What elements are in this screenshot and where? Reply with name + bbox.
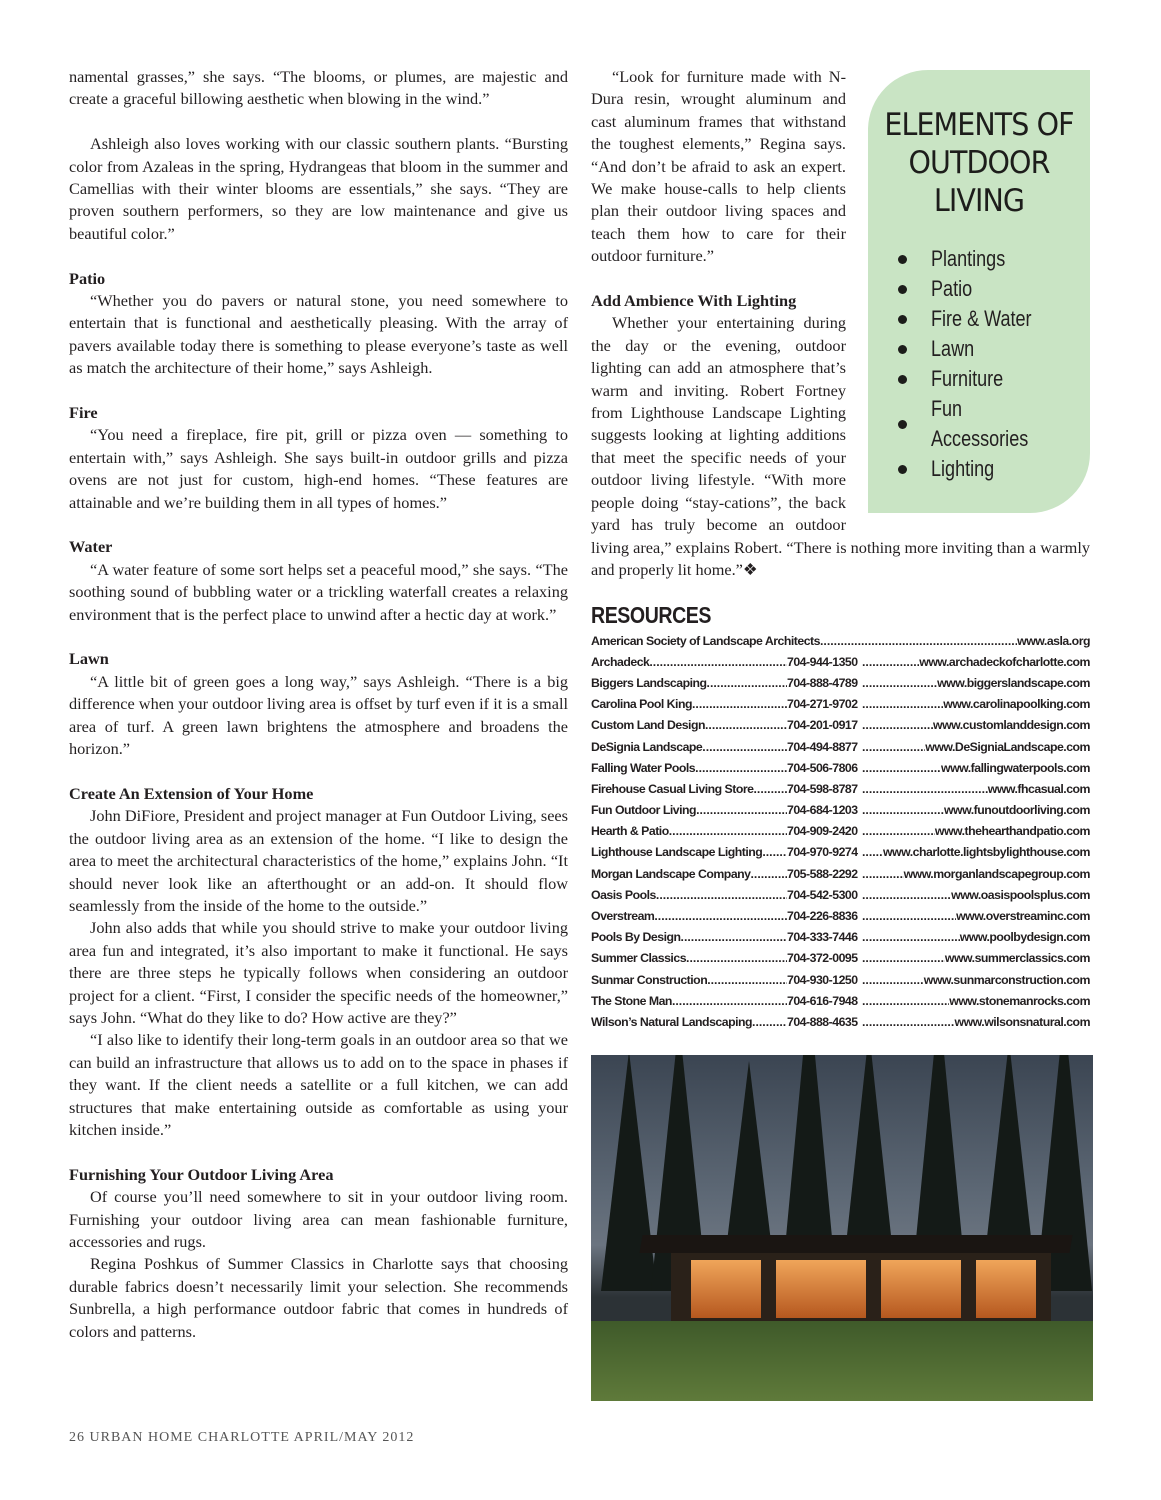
sidebar-item [898, 244, 1090, 274]
bullet-icon [898, 285, 907, 294]
resource-name: American Society of Landscape Architects [591, 633, 820, 648]
sidebar-item [898, 334, 1090, 364]
resource-row [591, 990, 1090, 1011]
sidebar-item-label: Fire & Water [931, 306, 1032, 331]
sidebar-title: ELEMENTS OF OUTDOOR LIVING [884, 107, 1074, 219]
resource-url[interactable]: www.fallingwaterpools.com [941, 760, 1090, 775]
left-article-column [69, 66, 568, 1343]
resource-url[interactable]: www.morganlandscapegroup.com [903, 866, 1090, 881]
resource-name: Archadeck [591, 654, 650, 669]
article-section [69, 268, 568, 380]
resource-row [591, 1011, 1090, 1032]
right-article-column [591, 66, 1090, 581]
resource-name: Carolina Pool King [591, 697, 692, 712]
resource-row [591, 778, 1090, 799]
article-section [69, 402, 568, 514]
resource-row [591, 927, 1090, 948]
resource-name: Hearth & Patio [591, 824, 669, 839]
paragraph: “You need a fireplace, fire pit, grill or pizza oven — something to entertain with,” says Ashleigh. She says built-in outdoor grills and pizza ovens are not just for custom, high-end homes. “These features are attainable and we’re building them in all types of homes.” [69, 425, 568, 512]
article-section [69, 66, 568, 111]
resource-row [591, 736, 1090, 757]
sidebar-item-label: Plantings [931, 246, 1006, 271]
resource-url[interactable]: www.customlanddesign.com [933, 718, 1090, 733]
lighting-heading: Add Ambience With Lighting [591, 291, 797, 311]
resource-phone: 704-888-4789 [787, 675, 858, 690]
resource-phone: 704-201-0917 [787, 718, 858, 733]
resource-name: Firehouse Casual Living Store [591, 781, 754, 796]
sidebar-item [898, 304, 1090, 334]
resource-name: Oasis Pools [591, 887, 656, 902]
paragraph: John also adds that while you should strive to make your outdoor living area fun and integrated, it’s also important to make it functional. He says there are three steps he typically follows when considering an outdoor project for a client. “First, I consider the specific needs of the homeowner,” says John. “What do they like to do? How active are they?” [69, 918, 568, 1027]
resource-name: Wilson’s Natural Landscaping [591, 1014, 753, 1029]
resource-url[interactable]: www.DeSigniaLandscape.com [925, 739, 1090, 754]
paragraph: “I also like to identify their long-term goals in an outdoor area so that we can build an infrastructure that allows us to add on to the space in phases if they want. If the client needs a satellite or a full kitchen, we can add structures that make entertaining outside as comfortable as using your kitchen inside.” [69, 1030, 568, 1139]
sidebar-item-label: Furniture [931, 366, 1004, 391]
resource-row [591, 821, 1090, 842]
resource-phone: 704-542-5300 [787, 887, 858, 902]
resource-url[interactable]: www.fhcasual.com [987, 781, 1090, 796]
paragraph: namental grasses,” she says. “The blooms, or plumes, are majestic and create a graceful billowing aesthetic when blowing in the wind.” [69, 67, 568, 109]
resource-row [591, 863, 1090, 884]
page-footer: 26 URBAN HOME CHARLOTTE APRIL/MAY 2012 [69, 1430, 415, 1445]
resource-phone: 704-944-1350 [787, 654, 858, 669]
resource-row [591, 905, 1090, 926]
resource-url[interactable]: www.asla.org [1017, 633, 1090, 648]
resource-name: Morgan Landscape Company [591, 866, 751, 881]
resource-row [591, 800, 1090, 821]
article-section [69, 133, 568, 245]
resources-title: RESOURCES [591, 602, 712, 628]
sidebar-item-label: Lighting [931, 456, 995, 481]
resource-url[interactable]: www.stonemanrocks.com [949, 993, 1090, 1008]
resource-phone: 704-909-2420 [787, 824, 858, 839]
resource-phone: 704-506-7806 [787, 760, 858, 775]
article-section [69, 783, 568, 1142]
resource-name: Falling Water Pools [591, 760, 696, 775]
bullet-icon [898, 255, 907, 264]
section-heading: Patio [69, 268, 106, 288]
resource-name: Fun Outdoor Living [591, 803, 697, 818]
resource-name: Biggers Landscaping [591, 675, 707, 690]
resource-url[interactable]: www.sunmarconstruction.com [923, 972, 1090, 987]
sidebar-item-label: Lawn [931, 336, 975, 361]
resource-url[interactable]: www.poolbydesign.com [959, 930, 1090, 945]
resource-phone: 704-333-7446 [787, 930, 858, 945]
resource-phone: 704-684-1203 [787, 803, 858, 818]
resource-url[interactable]: www.summerclassics.com [944, 951, 1090, 966]
paragraph: “Whether you do pavers or natural stone, you need somewhere to entertain that is functional and aesthetically pleasing. With the array of pavers available today there is something to please everyone’s taste as well as match the architecture of their home,” says Ashleigh. [69, 291, 568, 378]
paragraph: “A little bit of green goes a long way,” says Ashleigh. “There is a big difference when your outdoor living area is offset by turf even if it is a small area of turf. A green lawn brightens the atmosphere and broadens the horizon.” [69, 671, 568, 759]
paragraph: Ashleigh also loves working with our classic southern plants. “Bursting color from Azaleas in the spring, Hydrangeas that bloom in the summer and Camellias with their winter blooms are essentials,” she says. “They are proven southern performers, so they are low maintenance and give us beautiful color.” [69, 134, 568, 243]
resource-phone: 704-226-8836 [787, 909, 858, 924]
sidebar-item-label: Fun Accessories [930, 396, 1029, 451]
paragraph: John DiFiore, President and project manager at Fun Outdoor Living, sees the outdoor living area as an extension of the home. “I like to design the area to meet the architectural characteristics of the home,” explains John. “It should never look like an afterthought or an add-on. It should flow seamlessly from the inside of the home to the outside.” [69, 806, 568, 915]
resources-section [591, 600, 1090, 1033]
resource-row [591, 672, 1090, 693]
bullet-icon [898, 375, 907, 384]
section-heading: Lawn [69, 649, 109, 669]
resource-url[interactable]: www.oasispoolsplus.com [951, 887, 1090, 902]
lighting-paragraph: Whether your entertaining during the day or the evening, outdoor lighting can add an atmosphere that’s warm and inviting. Robert Fortney from Lighthouse Landscape Lighting suggests looking at lighting additions that meet the specific needs of your outdoor living lifestyle. “With more people doing “stay-cations”, the back yard has truly become an outdoor living area,” explains Robert. “There is nothing more inviting than a warmly and properly lit home.”❖ [591, 313, 1090, 579]
resource-name: Custom Land Design [591, 718, 705, 733]
resource-url[interactable]: www.archadeckofcharlotte.com [919, 654, 1090, 669]
resource-phone: 704-930-1250 [787, 972, 858, 987]
resource-url[interactable]: www.carolinapoolking.com [943, 697, 1090, 712]
resource-name: Summer Classics [591, 951, 687, 966]
sidebar-item [898, 274, 1090, 304]
section-heading: Fire [69, 403, 98, 423]
resource-name: The Stone Man [591, 993, 672, 1008]
resource-row [591, 757, 1090, 778]
resource-url[interactable]: www.thehearthandpatio.com [934, 824, 1090, 839]
article-section [69, 536, 568, 626]
resource-phone: 704-598-8787 [787, 781, 858, 796]
resource-row [591, 651, 1090, 672]
bullet-icon [898, 315, 907, 324]
resource-row [591, 715, 1090, 736]
resource-row [591, 948, 1090, 969]
sidebar-item [898, 394, 1090, 454]
resource-row [591, 884, 1090, 905]
resource-row [591, 969, 1090, 990]
resource-row [591, 694, 1090, 715]
resource-name: Lighthouse Landscape Lighting [591, 845, 763, 860]
paragraph: Regina Poshkus of Summer Classics in Charlotte says that choosing durable fabrics doesn’t necessarily limit your selection. She recommends Sunbrella, a high performance outdoor fabric that comes in hundreds of colors and patterns. [69, 1254, 568, 1341]
resource-phone: 704-494-8877 [787, 739, 858, 754]
sidebar-item [898, 454, 1090, 484]
resource-phone: 705-588-2292 [787, 866, 858, 881]
elements-sidebar-box [868, 70, 1090, 513]
section-heading: Create An Extension of Your Home [69, 783, 314, 803]
article-section [69, 1164, 568, 1343]
bullet-icon [898, 420, 907, 429]
resource-name: DeSignia Landscape [591, 739, 703, 754]
furniture-paragraph: “Look for furniture made with N-Dura resin, wrought aluminum and cast aluminum frames that withstand the toughest elements,” Regina says. “And don’t be afraid to ask an expert. We make house-calls to help clients plan their outdoor living spaces and teach them how to care for their outdoor furniture.” [591, 67, 846, 266]
resource-phone: 704-888-4635 [787, 1014, 858, 1029]
section-heading: Water [69, 537, 113, 557]
bullet-icon [898, 465, 907, 474]
resource-row [591, 842, 1090, 863]
paragraph: Of course you’ll need somewhere to sit in your outdoor living room. Furnishing your outdoor living area can mean fashionable furniture, accessories and rugs. [69, 1187, 568, 1252]
resource-row [591, 630, 1090, 651]
resource-url[interactable]: www.funoutdoorliving.com [943, 803, 1090, 818]
resource-url[interactable]: www.biggerslandscape.com [937, 675, 1090, 690]
sidebar-list [898, 244, 1090, 484]
resource-url[interactable]: www.overstreaminc.com [956, 909, 1090, 924]
resource-name: Overstream [591, 909, 655, 924]
sidebar-item [898, 364, 1090, 394]
resource-phone: 704-271-9702 [787, 697, 858, 712]
sidebar-item-label: Patio [931, 276, 973, 301]
resource-url[interactable]: www.charlotte.lightsbylighthouse.com [882, 845, 1090, 860]
resource-name: Sunmar Construction [591, 972, 708, 987]
bullet-icon [898, 345, 907, 354]
paragraph: “A water feature of some sort helps set a peaceful mood,” she says. “The soothing sound of bubbling water or a trickling waterfall creates a relaxing environment that is the perfect place to unwind after a hectic day at work.” [69, 559, 568, 624]
resource-phone: 704-970-9274 [787, 845, 858, 860]
resource-phone: 704-372-0095 [787, 951, 858, 966]
house-at-dusk-photo [591, 1055, 1093, 1401]
section-heading: Furnishing Your Outdoor Living Area [69, 1164, 334, 1184]
resource-url[interactable]: www.wilsonsnatural.com [954, 1014, 1090, 1029]
resource-phone: 704-616-7948 [787, 993, 858, 1008]
resource-name: Pools By Design [591, 930, 681, 945]
article-section [69, 648, 568, 760]
